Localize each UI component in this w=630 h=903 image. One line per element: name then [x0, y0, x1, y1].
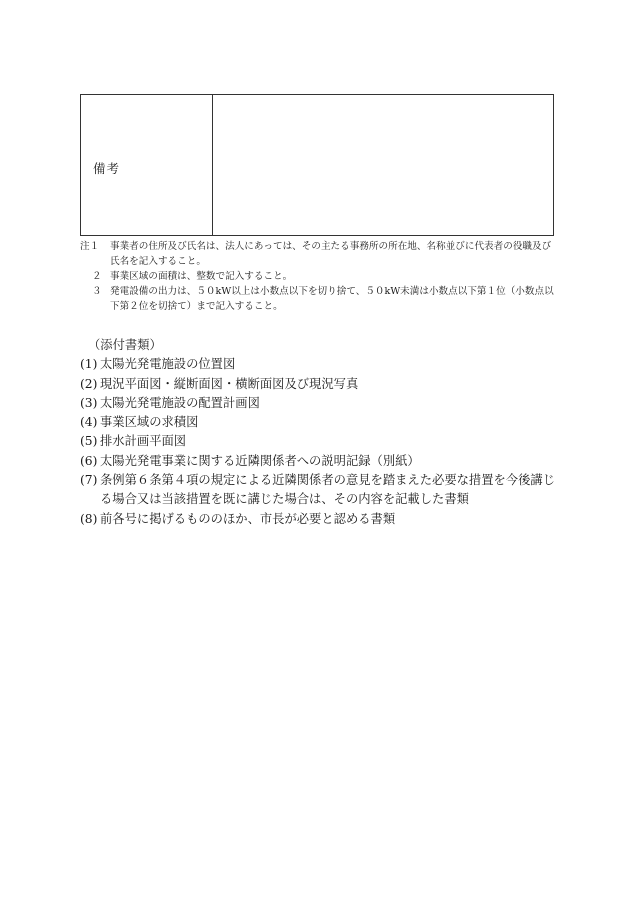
remarks-label-cell — [81, 95, 213, 235]
remarks-value-cell — [213, 95, 553, 235]
attachment-text: 前各号に掲げるもののほか、市長が必要と認める書類 — [100, 511, 396, 526]
note-text: 事業区域の面積は、整数で記入すること。 — [110, 271, 293, 282]
note-number: ２ — [92, 271, 102, 282]
note-item — [80, 239, 560, 269]
note-text: 発電設備の出力は、５０kW以上は小数点以下を切り捨て、５０kW未満は小数点以下第１位（小数点以下第２位を切捨て）まで記入すること。 — [110, 286, 554, 312]
attachment-item — [80, 471, 560, 510]
attachment-text: 排水計画平面図 — [100, 434, 187, 449]
note-item — [80, 269, 560, 284]
attachment-number: (1) — [80, 357, 98, 372]
attachment-item — [80, 375, 560, 394]
attachment-number: (7) — [80, 473, 98, 488]
attachment-item — [80, 413, 560, 432]
attachment-number: (5) — [80, 434, 98, 449]
attachment-text: 太陽光発電施設の位置図 — [100, 357, 236, 372]
note-item — [80, 284, 560, 314]
attachment-text: 現況平面図・縦断面図・横断面図及び現況写真 — [100, 376, 359, 391]
attachment-item — [80, 355, 560, 374]
remarks-table — [80, 94, 554, 236]
attachment-text: 太陽光発電事業に関する近隣関係者への説明記録（別紙） — [100, 453, 420, 468]
notes-section — [80, 239, 560, 314]
note-number: ３ — [92, 286, 102, 297]
note-text: 事業者の住所及び氏名は、法人にあっては、その主たる事務所の所在地、名称並びに代表者の役職及び氏名を記入すること。 — [110, 241, 552, 267]
attachments-section — [80, 336, 560, 529]
attachment-item — [80, 394, 560, 413]
attachment-number: (2) — [80, 376, 98, 391]
note-number: 注１ — [80, 241, 100, 252]
attachment-number: (6) — [80, 453, 98, 468]
attachment-text: 事業区域の求積図 — [100, 415, 199, 430]
attachment-text: 太陽光発電施設の配置計画図 — [100, 395, 260, 410]
remarks-label: 備考 — [93, 161, 121, 176]
attachment-number: (4) — [80, 415, 98, 430]
attachment-number: (3) — [80, 395, 98, 410]
attachments-heading: （添付書類） — [88, 338, 162, 352]
attachment-item — [80, 432, 560, 451]
attachment-text: 条例第６条第４項の規定による近隣関係者の意見を踏まえた必要な措置を今後講じる場合又は当該措置を既に講じた場合は、その内容を記載した書類 — [100, 473, 555, 507]
attachment-item — [80, 452, 560, 471]
attachment-number: (8) — [80, 511, 98, 526]
attachment-item — [80, 510, 560, 529]
